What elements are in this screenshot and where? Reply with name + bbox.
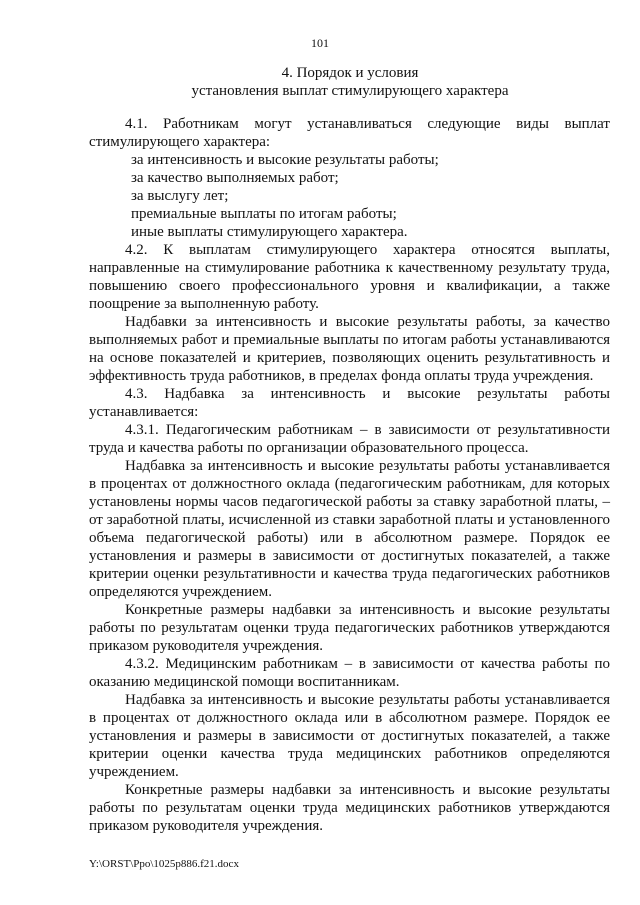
list-item: иные выплаты стимулирующего характера. [131, 224, 408, 240]
paragraph: Надбавка за интенсивность и высокие результаты работы устанавливается в процентах от должностного оклада (педагогическим работникам, для которых установлены нормы часов педагогической работы за ставку заработной платы, – от заработной платы, исчисленной из ставки заработной платы и установленного объема педагогической работы) или в абсолютном размере. Порядок ее установления и размеры в зависимости от достигнутых показателей, а также критерии оценки результативности и качества труда педагогических работников определяются учреждением. [89, 458, 610, 600]
list-item: за интенсивность и высокие результаты работы; [131, 152, 439, 168]
list-item: за качество выполняемых работ; [131, 170, 339, 186]
paragraph: 4.3.2. Медицинским работникам – в зависимости от качества работы по оказанию медицинской помощи воспитанникам. [89, 656, 610, 690]
paragraph: 4.1. Работникам могут устанавливаться следующие виды выплат стимулирующего характера: [89, 116, 610, 150]
section-heading [110, 64, 590, 100]
footer-file-path: Y:\ORST\Ppo\1025p886.f21.docx [89, 858, 239, 870]
document-body [89, 115, 610, 835]
section-heading-line-2: установления выплат стимулирующего характера [191, 83, 509, 99]
list-item: за выслугу лет; [131, 188, 229, 204]
paragraph: 4.3. Надбавка за интенсивность и высокие результаты работы устанавливается: [89, 386, 610, 420]
paragraph: Надбавка за интенсивность и высокие результаты работы устанавливается в процентах от должностного оклада или в абсолютном размере. Порядок ее установления и размеры в зависимости от достигнутых показателей, а также критерии оценки качества труда медицинских работников определяются учреждением. [89, 692, 610, 780]
paragraph: 4.2. К выплатам стимулирующего характера относятся выплаты, направленные на стимулирование работника к качественному результату труда, повышению своего профессионального уровня и квалификации, а также поощрение за выполненную работу. [89, 242, 610, 312]
paragraph: Конкретные размеры надбавки за интенсивность и высокие результаты работы по результатам оценки труда педагогических работников утверждаются приказом руководителя учреждения. [89, 602, 610, 654]
paragraph: 4.3.1. Педагогическим работникам – в зависимости от результативности труда и качества работы по организации образовательного процесса. [89, 422, 610, 456]
page-number: 101 [311, 36, 329, 50]
paragraph: Надбавки за интенсивность и высокие результаты работы, за качество выполняемых работ и премиальные выплаты по итогам работы устанавливаются на основе показателей и критериев, позволяющих оценить результативность и эффективность труда работников, в пределах фонда оплаты труда учреждения. [89, 314, 610, 384]
paragraph: Конкретные размеры надбавки за интенсивность и высокие результаты работы по результатам оценки труда медицинских работников утверждаются приказом руководителя учреждения. [89, 782, 610, 834]
section-heading-line-1: 4. Порядок и условия [281, 65, 419, 81]
list-item: премиальные выплаты по итогам работы; [131, 206, 397, 222]
